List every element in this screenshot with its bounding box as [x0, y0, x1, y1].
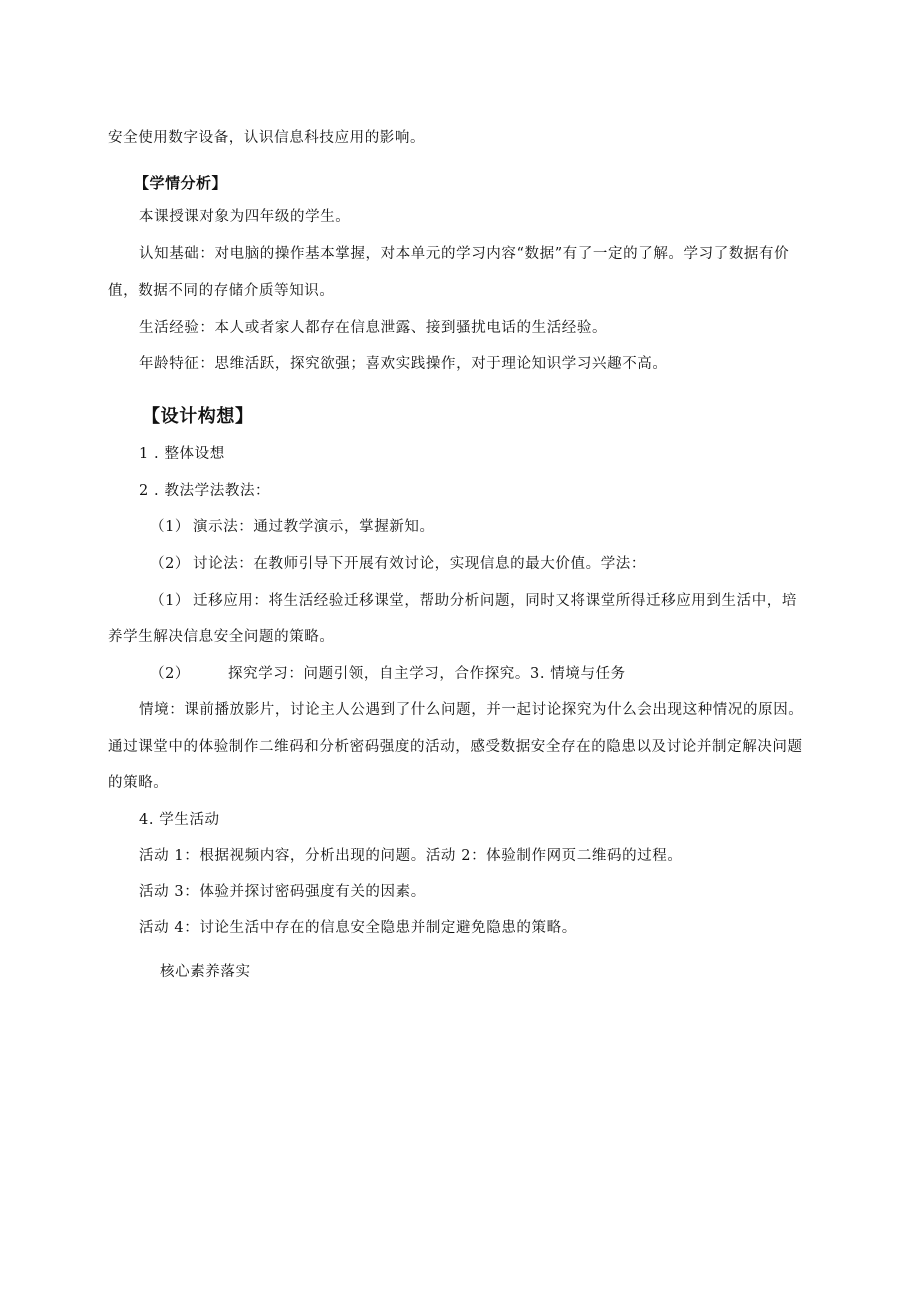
student-target-line: 本课授课对象为四年级的学生。	[139, 209, 351, 225]
cognitive-basis-line-2: 值，数据不同的存储介质等知识。	[108, 283, 335, 299]
situation-line-1: 情境：课前播放影片，讨论主人公遇到了什么问题，并一起讨论探究为什么会出现这种情况的原因。	[139, 702, 804, 718]
method-2-number: （2）	[150, 556, 191, 572]
activity-3-line: 活动 3：体验并探讨密码强度有关的因素。	[139, 884, 426, 900]
method-2-text: 讨论法：在教师引导下开展有效讨论，实现信息的最大价值。学法：	[193, 556, 646, 572]
activity-1-2-line: 活动 1：根据视频内容，分析出现的问题。活动 2：体验制作网页二维码的过程。	[139, 848, 683, 864]
teaching-methods-item: 2 . 教法学法教法：	[139, 483, 271, 499]
overall-idea-item: 1 . 整体设想	[139, 446, 225, 462]
learning-method-1-number: （1）	[150, 593, 191, 609]
intro-line: 安全使用数字设备，认识信息科技应用的影响。	[108, 130, 426, 146]
age-traits-line: 年龄特征：思维活跃，探究欲强；喜欢实践操作，对于理论知识学习兴趣不高。	[139, 356, 668, 372]
student-activities-heading: 4. 学生活动	[139, 812, 220, 828]
life-experience-line: 生活经验：本人或者家人都存在信息泄露、接到骚扰电话的生活经验。	[139, 320, 608, 336]
cognitive-basis-line-1: 认知基础：对电脑的操作基本掌握，对本单元的学习内容“数据”有了一定的了解。学习了数据有价	[139, 246, 790, 262]
method-1-number: （1）	[150, 519, 191, 535]
situation-line-2: 通过课堂中的体验制作二维码和分析密码强度的活动，感受数据安全存在的隐患以及讨论并制定解决问题	[108, 739, 803, 755]
method-1-text: 演示法：通过教学演示，掌握新知。	[193, 519, 435, 535]
learning-analysis-heading: 【学情分析】	[134, 174, 228, 192]
situation-line-3: 的策略。	[108, 775, 169, 791]
core-literacy-heading: 核心素养落实	[160, 964, 251, 980]
activity-4-line: 活动 4：讨论生活中存在的信息安全隐患并制定避免隐患的策略。	[139, 920, 577, 936]
learning-method-2-number: （2）	[150, 666, 191, 682]
design-heading: 【设计构想】	[142, 406, 254, 427]
learning-method-2-text: 探究学习：问题引领，自主学习，合作探究。3. 情境与任务	[228, 666, 626, 682]
learning-method-1-text: 迁移应用：将生活经验迁移课堂，帮助分析问题，同时又将课堂所得迁移应用到生活中，培	[193, 593, 797, 609]
learning-method-1-line-2: 养学生解决信息安全问题的策略。	[108, 629, 335, 645]
